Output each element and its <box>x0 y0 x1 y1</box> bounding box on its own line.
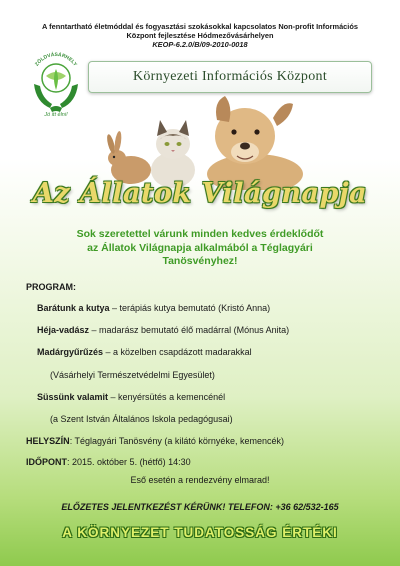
logo-caption: Jó itt élni! <box>44 112 68 118</box>
time-label: IDŐPONT <box>26 457 68 467</box>
program-item-name: Madárgyűrűzés <box>37 347 104 357</box>
program-item <box>37 325 289 336</box>
program-colon: : <box>73 282 76 292</box>
invitation-line-2: az Állatok Világnapja alkalmából a Téglagyári <box>87 241 313 254</box>
invitation-line-3: Tanösvényhez! <box>162 255 238 267</box>
footer-slogan: A KÖRNYEZET TUDATOSSÁG ÉRTÉKI <box>62 525 338 540</box>
program-item-desc: – a közelben csapdázott madarakkal <box>103 347 252 357</box>
header-line-2: Központ fejlesztése Hódmezővásárhelyen <box>126 31 274 40</box>
location-line <box>26 436 284 447</box>
event-title: Az Állatok Világnapja <box>32 178 368 209</box>
animals-illustration <box>95 92 320 190</box>
center-name-banner: Környezeti Információs Központ <box>88 61 372 93</box>
program-item-note <box>50 414 233 425</box>
program-heading <box>26 282 76 293</box>
registration-notice <box>0 502 400 512</box>
program-item-desc: – kenyérsütés a kemencénél <box>108 392 226 402</box>
header-text <box>0 22 400 49</box>
rain-notice: Eső esetén a rendezvény elmarad! <box>130 475 270 485</box>
program-item <box>37 303 270 314</box>
program-label: PROGRAM <box>26 282 73 292</box>
program-item-desc: – madarász bemutató élő madárral (Mónus Anita) <box>89 325 290 335</box>
registration-label: ELŐZETES JELENTKEZÉST KÉRÜNK! TELEFON: <box>61 502 273 512</box>
program-item-name: Barátunk a kutya <box>37 303 110 313</box>
program-item-note <box>50 370 215 381</box>
program-item-name: Héja-vadász <box>37 325 90 335</box>
invitation-line-1: Sok szeretettel várunk minden kedves érdeklődőt <box>76 228 324 240</box>
program-item <box>37 347 252 358</box>
program-item-desc: (a Szent István Általános Iskola pedagógusai) <box>50 414 233 424</box>
registration-code: KEOP-6.2.0/B/09-2010-0018 <box>152 40 248 49</box>
program-item-desc: – terápiás kutya bemutató (Kristó Anna) <box>109 303 271 313</box>
program-item-desc: (Vásárhelyi Természetvédelmi Egyesület) <box>50 370 215 380</box>
zoldvasarhely-logo <box>26 46 86 118</box>
invitation-text <box>0 228 400 269</box>
header-line-1: A fenntartható életmóddal és fogyasztási szokásokkal kapcsolatos Non-profit Információs <box>42 22 358 31</box>
logo-ring-text: ZÖLDVÁSÁRHELY <box>34 51 78 68</box>
time-line <box>26 457 191 468</box>
registration-phone: +36 62/532-165 <box>272 502 339 512</box>
program-item <box>37 392 225 403</box>
program-item-name: Süssünk valamit <box>37 392 109 402</box>
location-value: : Téglagyári Tanösvény (a kilátó környéke, kemencék) <box>69 436 284 446</box>
time-value: : 2015. október 5. (hétfő) 14:30 <box>67 457 191 467</box>
location-label: HELYSZÍN <box>26 436 70 446</box>
